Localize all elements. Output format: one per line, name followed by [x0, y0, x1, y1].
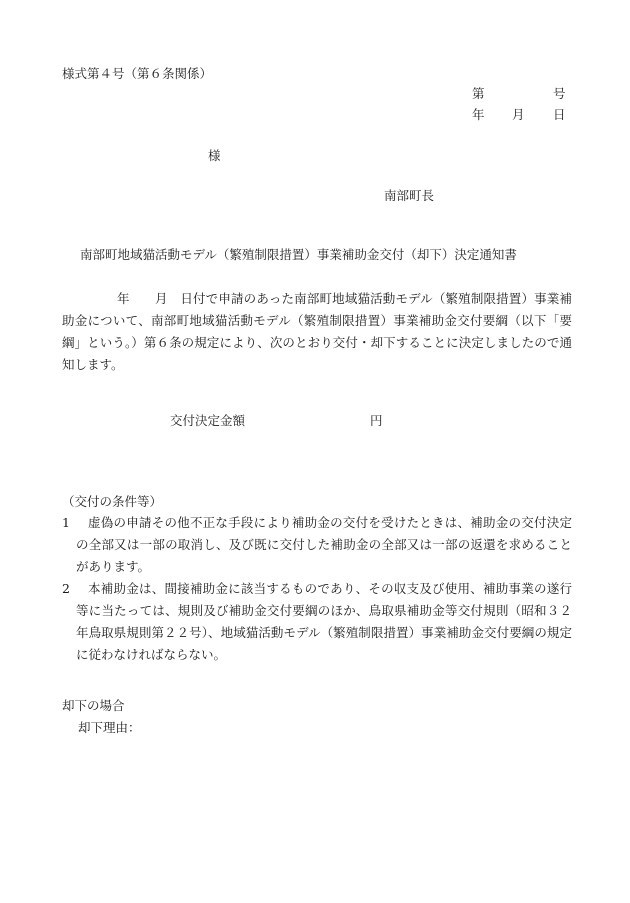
condition-item	[62, 578, 572, 666]
date-day: 日	[553, 107, 566, 122]
date-month: 月	[512, 107, 525, 122]
document-title: 南部町地域猫活動モデル（繁殖制限措置）事業補助金交付（却下）決定通知書	[80, 247, 517, 262]
sender: 南部町長	[384, 188, 435, 203]
amount-label: 交付決定金額	[170, 413, 246, 428]
number-prefix: 第	[472, 86, 485, 101]
condition-item	[62, 512, 572, 578]
form-label: 様式第４号（第６条関係）	[62, 66, 213, 81]
conditions-heading: （交付の条件等）	[62, 494, 163, 509]
condition-number: 2	[62, 581, 70, 596]
addressee: 様	[208, 148, 221, 163]
rejection-reason-label: 却下理由：	[78, 720, 141, 735]
body-paragraph	[62, 288, 572, 376]
amount-unit: 円	[370, 413, 383, 428]
body-text: 日付で申請のあった南部町地域猫活動モデル（繁殖制限措置）事業補助金について、南部町地域猫活動モデル（繁殖制限措置）事業補助金交付要綱（以下「要綱」という。）第６条の規定により、次のとおり交付・却下することに決定しましたので通知します。	[62, 291, 572, 372]
condition-number: 1	[62, 515, 70, 530]
number-suffix: 号	[553, 86, 566, 101]
date-year: 年	[472, 107, 485, 122]
body-date-year: 年	[117, 291, 130, 306]
condition-text: 虚偽の申請その他不正な手段により補助金の交付を受けたときは、補助金の交付決定の全部又は一部の取消し、及び既に交付した補助金の全部又は一部の返還を求めることがあります。	[76, 515, 572, 574]
rejection-heading: 却下の場合	[62, 698, 125, 713]
body-date-month: 月	[155, 291, 168, 306]
condition-text: 本補助金は、間接補助金に該当するものであり、その収支及び使用、補助事業の遂行等に当たっては、規則及び補助金交付要綱のほか、鳥取県補助金等交付規則（昭和３２年鳥取県規則第２２号）、地域猫活動モデル（繁殖制限措置）事業補助金交付要綱の規定に従わなければならない。	[76, 581, 572, 662]
